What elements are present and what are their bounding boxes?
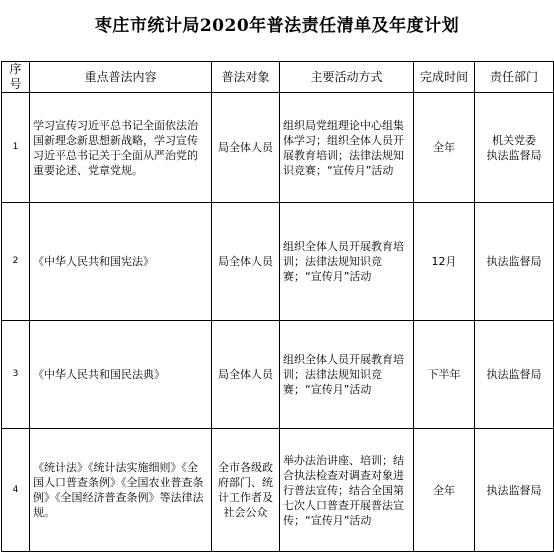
responsibility-table: [1, 61, 554, 552]
header-serial: 序号: [2, 62, 30, 93]
row-serial: 2: [2, 203, 30, 321]
row-serial: 3: [2, 321, 30, 429]
header-dept: 责任部门: [475, 62, 554, 93]
row-audience: 局全体人员: [212, 93, 280, 203]
row-time: 全年: [414, 429, 475, 552]
table-row: [2, 93, 554, 203]
row-dept: 执法监督局: [475, 429, 554, 552]
row-method: 举办法治讲座、培训；结合执法检查对调查对象进行普法宣传；结合全国第七次人口普查开展普法宣传；“宣传月”活动: [280, 429, 414, 552]
table-row: [2, 203, 554, 321]
row-content: 《中华人民共和国宪法》: [30, 203, 212, 321]
row-dept: 执法监督局: [475, 203, 554, 321]
row-audience: 局全体人员: [212, 203, 280, 321]
row-time: 下半年: [414, 321, 475, 429]
row-dept: 机关党委 执法监督局: [475, 93, 554, 203]
header-content: 重点普法内容: [30, 62, 212, 93]
row-method: 组织全体人员开展教育培训；法律法规知识竞赛；“宣传月”活动: [280, 203, 414, 321]
row-time: 12月: [414, 203, 475, 321]
row-method: 组织局党组理论中心组集体学习；组织全体人员开展教育培训；法律法规知识竞赛；“宣传月”活动: [280, 93, 414, 203]
header-method: 主要活动方式: [280, 62, 414, 93]
row-serial: 1: [2, 93, 30, 203]
row-content: 《中华人民共和国民法典》: [30, 321, 212, 429]
table-header-row: [2, 62, 554, 93]
row-time: 全年: [414, 93, 475, 203]
row-audience: 全市各级政府部门、统计工作者及社会公众: [212, 429, 280, 552]
table-row: [2, 429, 554, 552]
document-title: 枣庄市统计局2020年普法责任清单及年度计划: [94, 16, 460, 36]
header-audience: 普法对象: [212, 62, 280, 93]
header-time: 完成时间: [414, 62, 475, 93]
table-row: [2, 321, 554, 429]
row-dept: 执法监督局: [475, 321, 554, 429]
row-method: 组织全体人员开展教育培训；法律法规知识竞赛；“宣传月”活动: [280, 321, 414, 429]
row-audience: 局全体人员: [212, 321, 280, 429]
row-content: 学习宣传习近平总书记全面依法治国新理念新思想新战略，学习宣传习近平总书记关于全面从严治党的重要论述、党章党规。: [30, 93, 212, 203]
row-content: 《统计法》《统计法实施细则》《全 国人口普查条例》《全国农业普查条例》《全国经济普查条例》等法律法规。: [30, 429, 212, 552]
row-serial: 4: [2, 429, 30, 552]
